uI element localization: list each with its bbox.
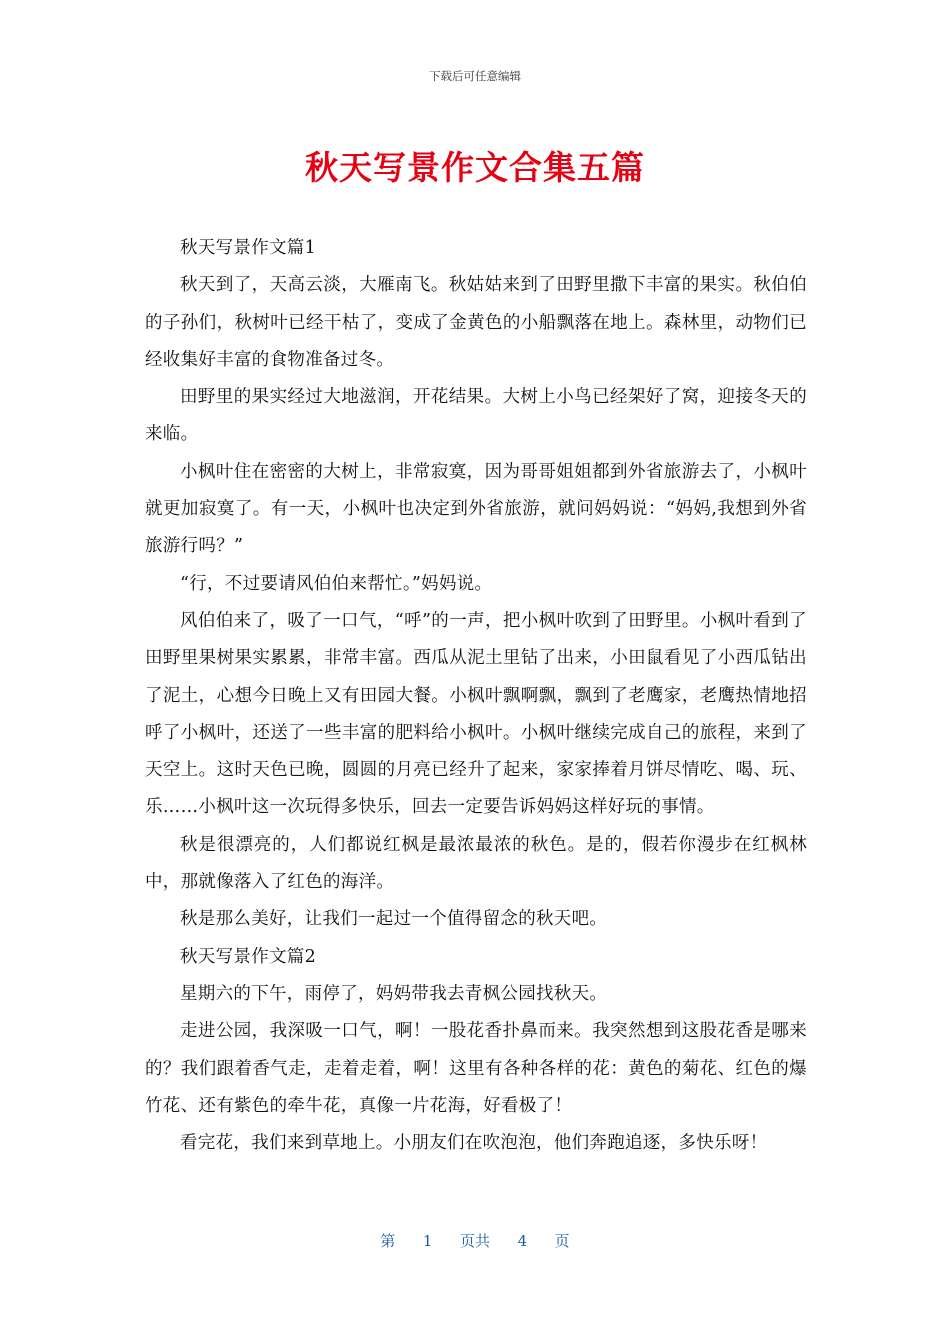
page-footer — [0, 1230, 950, 1251]
paragraph: 小枫叶住在密密的大树上，非常寂寞，因为哥哥姐姐都到外省旅游去了，小枫叶就更加寂寞了。有一天，小枫叶也决定到外省旅游，就问妈妈说：“妈妈,我想到外省旅游行吗？” — [145, 461, 807, 557]
paragraph: 秋是很漂亮的，人们都说红枫是最浓最浓的秋色。是的，假若你漫步在红枫林中，那就像落入了红色的海洋。 — [145, 834, 807, 893]
page-header: 下载后可任意编辑 — [429, 69, 521, 83]
total-page-count: 4 — [517, 1232, 528, 1250]
paragraph: 风伯伯来了，吸了一口气，“呼”的一声，把小枫叶吹到了田野里。小枫叶看到了田野里果树果实累累，非常丰富。西瓜从泥土里钻了出来，小田鼠看见了小西瓜钻出了泥土，心想今日晚上又有田园大餐。小枫叶飘啊飘，飘到了老鹰家，老鹰热情地招呼了小枫叶，还送了一些丰富的肥料给小枫叶。小枫叶继续完成自己的旅程，来到了天空上。这时天色已晚，圆圆的月亮已经升了起来，家家捧着月饼尽情吃、喝、玩、乐……小枫叶这一次玩得多快乐，回去一定要告诉妈妈这样好玩的事情。 — [145, 610, 807, 818]
paragraph: “行，不过要请风伯伯来帮忙。”妈妈说。 — [180, 573, 493, 594]
paragraph: 走进公园，我深吸一口气，啊！一股花香扑鼻而来。我突然想到这股花香是哪来的？我们跟着香气走，走着走着，啊！这里有各种各样的花：黄色的菊花、红色的爆竹花、还有紫色的牵牛花，真像一片花海，好看极了！ — [145, 1021, 807, 1116]
document-title: 秋天写景作文合集五篇 — [305, 148, 645, 187]
footer-middle: 页共 — [459, 1232, 490, 1250]
footer-prefix: 第 — [380, 1232, 396, 1250]
current-page-number: 1 — [422, 1232, 433, 1250]
paragraph: 秋天到了，天高云淡，大雁南飞。秋姑姑来到了田野里撒下丰富的果实。秋伯伯的子孙们，秋树叶已经干枯了，变成了金黄色的小船飘落在地上。森林里，动物们已经收集好丰富的食物准备过冬。 — [145, 275, 807, 370]
footer-suffix: 页 — [554, 1232, 570, 1250]
section-heading-2: 秋天写景作文篇2 — [180, 946, 317, 967]
section-heading-1: 秋天写景作文篇1 — [180, 238, 317, 258]
document-body — [145, 230, 807, 1162]
paragraph: 田野里的果实经过大地滋润，开花结果。大树上小鸟已经架好了窝，迎接冬天的来临。 — [145, 387, 807, 445]
paragraph: 秋是那么美好，让我们一起过一个值得留念的秋天吧。 — [180, 909, 608, 930]
paragraph: 看完花，我们来到草地上。小朋友们在吹泡泡，他们奔跑追逐，多快乐呀！ — [180, 1133, 768, 1154]
paragraph: 星期六的下午，雨停了，妈妈带我去青枫公园找秋天。 — [180, 983, 608, 1004]
